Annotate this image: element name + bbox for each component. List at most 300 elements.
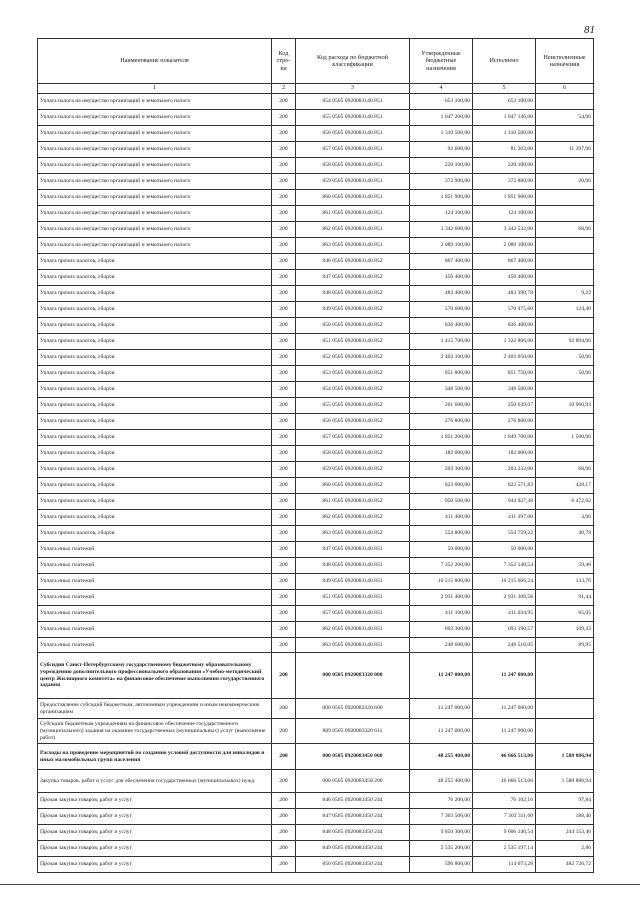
row-unexecuted: 244 153,46 (536, 825, 594, 841)
row-unexecuted: 1 588 886,94 (536, 770, 594, 793)
row-line-code: 200 (272, 157, 296, 173)
table-row (38, 141, 594, 157)
row-approved: 248 600,00 (410, 637, 473, 653)
table-row (38, 525, 594, 541)
row-line-code: 200 (272, 221, 296, 237)
row-expense-code: 847 0505 0920083450 244 (296, 809, 410, 825)
row-unexecuted: 6 472,62 (536, 493, 594, 509)
header-unexecuted: Неисполненные назначения (536, 39, 594, 84)
row-unexecuted: 92 894,00 (536, 333, 594, 349)
table-row (38, 493, 594, 509)
row-line-code: 200 (272, 413, 296, 429)
row-approved: 1 310 500,00 (410, 125, 473, 141)
row-line-code: 200 (272, 237, 296, 253)
row-approved: 2 403 100,00 (410, 349, 473, 365)
table-row (38, 349, 594, 365)
row-executed: 570 475,60 (473, 301, 536, 317)
row-unexecuted: 54,00 (536, 109, 594, 125)
row-approved: 348 500,00 (410, 381, 473, 397)
row-executed: 411 397,00 (473, 509, 536, 525)
row-expense-code: 863 0505 0920083140 852 (296, 525, 410, 541)
row-expense-code: 852 0505 0920083140 852 (296, 349, 410, 365)
row-expense-code: 857 0505 0920083140 853 (296, 605, 410, 621)
table-row (38, 621, 594, 637)
row-approved: 48 255 400,00 (410, 744, 473, 770)
row-executed: 3 342 532,00 (473, 221, 536, 237)
row-line-code: 200 (272, 509, 296, 525)
bottom-rule (0, 884, 640, 885)
row-expense-code: 850 0505 0920083450 244 (296, 857, 410, 873)
row-unexecuted: 9,22 (536, 285, 594, 301)
table-row (38, 719, 594, 744)
row-executed: 220 100,00 (473, 157, 536, 173)
row-executed: 1 322 806,00 (473, 333, 536, 349)
header-indicator-name: Наименование показателя (38, 39, 272, 84)
row-expense-code: 862 0505 0920083140 851 (296, 221, 410, 237)
row-executed: 11 247 000,00 (473, 653, 536, 699)
row-line-code: 200 (272, 589, 296, 605)
row-unexecuted (536, 189, 594, 205)
row-line-code: 200 (272, 541, 296, 557)
row-expense-code: 848 0505 0920083140 852 (296, 285, 410, 301)
row-approved: 596 800,00 (410, 857, 473, 873)
row-name: Уплата прочих налогов, сборов (38, 509, 272, 525)
row-approved: 203 300,00 (410, 461, 473, 477)
row-unexecuted (536, 125, 594, 141)
row-line-code: 200 (272, 349, 296, 365)
row-name: Уплата иных платежей (38, 557, 272, 573)
row-approved: 48 255 400,00 (410, 770, 473, 793)
row-executed: 822 571,83 (473, 477, 536, 493)
row-line-code: 200 (272, 637, 296, 653)
row-line-code: 200 (272, 525, 296, 541)
row-executed: 46 666 513,06 (473, 744, 536, 770)
row-expense-code: 860 0505 0920083140 851 (296, 189, 410, 205)
row-name: Уплата прочих налогов, сборов (38, 317, 272, 333)
row-name: Уплата налога на имущество организаций и земельного налога (38, 141, 272, 157)
row-line-code: 200 (272, 573, 296, 589)
row-approved: 7 303 500,00 (410, 809, 473, 825)
table-row (38, 397, 594, 413)
row-name: Субсидии Санкт-Петербургскому государственному бюджетному образовательному учреждению дополнительного профессионального образования «Учебно-методический центр Жилищного комитета» на финансовое обеспечение выполнения государственного задания (38, 653, 272, 699)
row-name: Уплата прочих налогов, сборов (38, 397, 272, 413)
row-unexecuted (536, 157, 594, 173)
row-line-code: 200 (272, 445, 296, 461)
row-name: Уплата прочих налогов, сборов (38, 333, 272, 349)
row-unexecuted: 20,00 (536, 173, 594, 189)
table-row (38, 770, 594, 793)
row-name: Уплата прочих налогов, сборов (38, 349, 272, 365)
row-unexecuted: 59,46 (536, 557, 594, 573)
row-line-code: 200 (272, 699, 296, 719)
table-row (38, 605, 594, 621)
row-executed: 851 750,00 (473, 365, 536, 381)
table-row (38, 461, 594, 477)
row-line-code: 200 (272, 841, 296, 857)
row-expense-code: 849 0505 0920083450 244 (296, 841, 410, 857)
column-number-row (38, 84, 594, 94)
row-expense-code: 859 0505 0920083140 852 (296, 461, 410, 477)
row-executed: 944 027,38 (473, 493, 536, 509)
table-row (38, 317, 594, 333)
row-unexecuted (536, 699, 594, 719)
row-expense-code: 000 0505 0920083450 200 (296, 770, 410, 793)
row-expense-code: 856 0505 0920083140 851 (296, 125, 410, 141)
row-approved: 124 100,00 (410, 205, 473, 221)
row-executed: 693 190,57 (473, 621, 536, 637)
row-expense-code: 855 0505 0920083140 852 (296, 397, 410, 413)
table-row (38, 301, 594, 317)
row-approved: 9 850 300,00 (410, 825, 473, 841)
row-approved: 1 415 700,00 (410, 333, 473, 349)
row-name: Уплата прочих налогов, сборов (38, 429, 272, 445)
row-executed: 2 403 050,00 (473, 349, 536, 365)
row-unexecuted: 11 397,00 (536, 141, 594, 157)
row-name: Прочая закупка товаров, работ и услуг (38, 809, 272, 825)
row-expense-code: 849 0505 0920083140 853 (296, 573, 410, 589)
row-approved: 693 300,00 (410, 621, 473, 637)
row-name: Уплата прочих налогов, сборов (38, 493, 272, 509)
row-unexecuted: 50,00 (536, 365, 594, 381)
row-line-code: 200 (272, 269, 296, 285)
row-unexecuted: 91,44 (536, 589, 594, 605)
table-row (38, 173, 594, 189)
row-name: Уплата прочих налогов, сборов (38, 413, 272, 429)
row-executed: 182 000,00 (473, 445, 536, 461)
row-expense-code: 849 0505 0920083140 852 (296, 301, 410, 317)
row-expense-code: 848 0505 0920083450 244 (296, 825, 410, 841)
row-name: Уплата налога на имущество организаций и земельного налога (38, 94, 272, 110)
row-line-code: 200 (272, 793, 296, 809)
row-line-code: 200 (272, 653, 296, 699)
row-unexecuted (536, 541, 594, 557)
row-name: Уплата иных платежей (38, 621, 272, 637)
row-approved: 3 342 600,00 (410, 221, 473, 237)
row-name: Уплата налога на имущество организаций и земельного налога (38, 173, 272, 189)
column-number: 4 (410, 84, 473, 94)
row-executed: 114 073,28 (473, 857, 536, 873)
table-row (38, 381, 594, 397)
row-line-code: 200 (272, 719, 296, 744)
table-row (38, 573, 594, 589)
row-executed: 554 759,22 (473, 525, 536, 541)
row-executed: 653 100,00 (473, 94, 536, 110)
row-executed: 50 000,00 (473, 541, 536, 557)
table-row (38, 157, 594, 173)
row-unexecuted: 65,05 (536, 605, 594, 621)
row-expense-code: 858 0505 0920083140 852 (296, 445, 410, 461)
row-line-code: 200 (272, 857, 296, 873)
table-row (38, 413, 594, 429)
row-unexecuted (536, 381, 594, 397)
row-approved: 456 400,00 (410, 269, 473, 285)
row-unexecuted: 124,40 (536, 301, 594, 317)
table-row (38, 237, 594, 253)
row-approved: 2 535 200,00 (410, 841, 473, 857)
row-executed: 1 047 146,00 (473, 109, 536, 125)
budget-execution-table (37, 38, 594, 873)
row-expense-code: 857 0505 0920083140 852 (296, 429, 410, 445)
row-name: Расходы на проведение мероприятий по созданию условий доступности для инвалидов и иных маломобильных групп населения (38, 744, 272, 770)
row-expense-code: 851 0505 0920083140 852 (296, 333, 410, 349)
row-name: Прочая закупка товаров, работ и услуг (38, 825, 272, 841)
row-line-code: 200 (272, 365, 296, 381)
row-line-code: 200 (272, 477, 296, 493)
row-expense-code: 861 0505 0920083140 852 (296, 493, 410, 509)
row-name: Субсидии бюджетным учреждениям на финансовое обеспечение государственного (муниципального) задания на оказание государственных (муниципальных) услуг (выполнение работ) (38, 719, 272, 744)
row-line-code: 200 (272, 109, 296, 125)
row-executed: 1 851 900,00 (473, 189, 536, 205)
row-name: Уплата налога на имущество организаций и земельного налога (38, 109, 272, 125)
table-row (38, 699, 594, 719)
row-name: Уплата прочих налогов, сборов (38, 365, 272, 381)
row-unexecuted (536, 445, 594, 461)
row-name: Уплата прочих налогов, сборов (38, 445, 272, 461)
row-approved: 2 931 400,00 (410, 589, 473, 605)
row-executed: 248 510,05 (473, 637, 536, 653)
row-name: Уплата иных платежей (38, 541, 272, 557)
row-approved: 50 000,00 (410, 541, 473, 557)
row-approved: 2 089 100,00 (410, 237, 473, 253)
column-number: 1 (38, 84, 272, 94)
row-name: Уплата иных платежей (38, 589, 272, 605)
row-line-code: 200 (272, 173, 296, 189)
row-approved: 1 851 900,00 (410, 189, 473, 205)
row-executed: 7 352 140,54 (473, 557, 536, 573)
row-approved: 220 100,00 (410, 157, 473, 173)
row-expense-code: 862 0505 0920083140 853 (296, 621, 410, 637)
row-unexecuted: 89,95 (536, 637, 594, 653)
row-expense-code: 863 0505 0920083140 851 (296, 237, 410, 253)
row-approved: 182 000,00 (410, 445, 473, 461)
row-approved: 76 200,00 (410, 793, 473, 809)
row-line-code: 200 (272, 285, 296, 301)
row-line-code: 200 (272, 189, 296, 205)
table-row (38, 125, 594, 141)
row-expense-code: 809 0505 0920083320 611 (296, 719, 410, 744)
table-body (38, 94, 594, 873)
row-line-code: 200 (272, 493, 296, 509)
row-unexecuted (536, 317, 594, 333)
row-expense-code: 850 0505 0920083140 852 (296, 317, 410, 333)
row-line-code: 200 (272, 381, 296, 397)
table-row (38, 557, 594, 573)
row-expense-code: 847 0505 0920083140 852 (296, 269, 410, 285)
row-expense-code: 858 0505 0920083140 851 (296, 157, 410, 173)
row-executed: 124 100,00 (473, 205, 536, 221)
row-name: Уплата прочих налогов, сборов (38, 477, 272, 493)
row-line-code: 200 (272, 317, 296, 333)
row-expense-code: 861 0505 0920083140 851 (296, 205, 410, 221)
row-expense-code: 860 0505 0920083140 852 (296, 477, 410, 493)
row-approved: 7 352 200,00 (410, 557, 473, 573)
table-row (38, 637, 594, 653)
row-executed: 1 310 500,00 (473, 125, 536, 141)
row-expense-code: 863 0505 0920083140 853 (296, 637, 410, 653)
row-name: Уплата налога на имущество организаций и земельного налога (38, 205, 272, 221)
row-approved: 1 851 200,00 (410, 429, 473, 445)
row-name: Закупка товаров, работ и услуг для обеспечения государственных (муниципальных) нужд (38, 770, 272, 793)
header-executed: Исполнено (473, 39, 536, 84)
row-expense-code: 000 0505 0920083450 000 (296, 744, 410, 770)
row-approved: 554 800,00 (410, 525, 473, 541)
table-row (38, 285, 594, 301)
row-line-code: 200 (272, 461, 296, 477)
row-line-code: 200 (272, 429, 296, 445)
table-row (38, 744, 594, 770)
row-unexecuted (536, 253, 594, 269)
row-approved: 11 247 000,00 (410, 719, 473, 744)
row-executed: 11 247 000,00 (473, 719, 536, 744)
row-expense-code: 000 0505 0920083320 000 (296, 653, 410, 699)
row-approved: 483 400,00 (410, 285, 473, 301)
row-executed: 46 666 513,06 (473, 770, 536, 793)
row-line-code: 200 (272, 301, 296, 317)
row-approved: 411 100,00 (410, 605, 473, 621)
row-executed: 2 535 197,14 (473, 841, 536, 857)
row-approved: 372 900,00 (410, 173, 473, 189)
row-approved: 950 500,00 (410, 493, 473, 509)
row-line-code: 200 (272, 770, 296, 793)
row-line-code: 200 (272, 744, 296, 770)
row-unexecuted (536, 653, 594, 699)
row-unexecuted: 2,86 (536, 841, 594, 857)
row-name: Уплата прочих налогов, сборов (38, 461, 272, 477)
row-executed: 836 400,00 (473, 317, 536, 333)
row-expense-code: 854 0505 0920083140 851 (296, 94, 410, 110)
row-approved: 92 600,00 (410, 141, 473, 157)
row-unexecuted: 50,00 (536, 349, 594, 365)
row-expense-code: 847 0505 0920083140 853 (296, 541, 410, 557)
row-expense-code: 853 0505 0920083140 852 (296, 365, 410, 381)
row-approved: 823 000,00 (410, 477, 473, 493)
row-executed: 10 215 666,24 (473, 573, 536, 589)
column-number: 3 (296, 84, 410, 94)
row-unexecuted (536, 205, 594, 221)
row-approved: 836 400,00 (410, 317, 473, 333)
table-row (38, 221, 594, 237)
row-executed: 411 034,95 (473, 605, 536, 621)
row-name: Уплата налога на имущество организаций и земельного налога (38, 221, 272, 237)
table-row (38, 809, 594, 825)
row-approved: 10 215 800,00 (410, 573, 473, 589)
row-unexecuted: 10 960,93 (536, 397, 594, 413)
row-unexecuted: 133,76 (536, 573, 594, 589)
row-approved: 867 400,00 (410, 253, 473, 269)
row-approved: 411 400,00 (410, 509, 473, 525)
table-row (38, 825, 594, 841)
row-executed: 81 203,00 (473, 141, 536, 157)
row-name: Уплата иных платежей (38, 573, 272, 589)
row-executed: 11 247 000,00 (473, 699, 536, 719)
row-unexecuted (536, 237, 594, 253)
row-executed: 1 849 700,00 (473, 429, 536, 445)
row-executed: 483 390,78 (473, 285, 536, 301)
row-unexecuted (536, 719, 594, 744)
table-row (38, 841, 594, 857)
row-name: Уплата прочих налогов, сборов (38, 285, 272, 301)
row-name: Предоставление субсидий бюджетным, автономным учреждениям и иным некоммерческим организациям (38, 699, 272, 719)
table-row (38, 509, 594, 525)
row-name: Уплата налога на имущество организаций и земельного налога (38, 237, 272, 253)
row-unexecuted: 109,43 (536, 621, 594, 637)
row-line-code: 200 (272, 333, 296, 349)
header-row (38, 39, 594, 84)
row-expense-code: 846 0505 0920083140 852 (296, 253, 410, 269)
column-number: 2 (272, 84, 296, 94)
row-expense-code: 848 0505 0920083140 853 (296, 557, 410, 573)
table-row (38, 205, 594, 221)
row-line-code: 200 (272, 621, 296, 637)
row-executed: 372 880,00 (473, 173, 536, 189)
row-approved: 276 800,00 (410, 413, 473, 429)
page-number: 81 (584, 24, 595, 36)
row-unexecuted: 1 500,00 (536, 429, 594, 445)
row-name: Уплата налога на имущество организаций и земельного налога (38, 157, 272, 173)
row-line-code: 200 (272, 205, 296, 221)
row-name: Уплата прочих налогов, сборов (38, 381, 272, 397)
row-executed: 2 089 100,00 (473, 237, 536, 253)
row-name: Прочая закупка товаров, работ и услуг (38, 857, 272, 873)
row-name: Уплата налога на имущество организаций и земельного налога (38, 189, 272, 205)
row-unexecuted: 3,00 (536, 509, 594, 525)
row-unexecuted: 68,00 (536, 221, 594, 237)
row-expense-code: 862 0505 0920083140 852 (296, 509, 410, 525)
table-row (38, 333, 594, 349)
row-unexecuted: 68,00 (536, 461, 594, 477)
row-name: Уплата прочих налогов, сборов (38, 253, 272, 269)
row-line-code: 200 (272, 397, 296, 413)
row-expense-code: 859 0505 0920083140 851 (296, 173, 410, 189)
table-row (38, 541, 594, 557)
row-expense-code: 846 0505 0920083450 244 (296, 793, 410, 809)
row-unexecuted: 40,78 (536, 525, 594, 541)
row-approved: 1 047 200,00 (410, 109, 473, 125)
table-row (38, 429, 594, 445)
row-unexecuted: 188,40 (536, 809, 594, 825)
row-unexecuted (536, 269, 594, 285)
row-name: Уплата иных платежей (38, 605, 272, 621)
table-row (38, 653, 594, 699)
row-name: Прочая закупка товаров, работ и услуг (38, 841, 272, 857)
row-unexecuted: 482 726,72 (536, 857, 594, 873)
row-unexecuted: 428,17 (536, 477, 594, 493)
row-executed: 76 102,16 (473, 793, 536, 809)
row-executed: 7 303 311,60 (473, 809, 536, 825)
row-executed: 456 400,00 (473, 269, 536, 285)
row-name: Уплата налога на имущество организаций и земельного налога (38, 125, 272, 141)
row-name: Уплата иных платежей (38, 637, 272, 653)
table-row (38, 365, 594, 381)
row-line-code: 200 (272, 825, 296, 841)
row-executed: 203 232,00 (473, 461, 536, 477)
table-row (38, 477, 594, 493)
header-line-code: Код стро-ки (272, 39, 296, 84)
column-number: 6 (536, 84, 594, 94)
row-approved: 653 100,00 (410, 94, 473, 110)
row-unexecuted (536, 94, 594, 110)
row-executed: 867 400,00 (473, 253, 536, 269)
row-line-code: 200 (272, 605, 296, 621)
row-approved: 11 247 000,00 (410, 653, 473, 699)
row-approved: 851 800,00 (410, 365, 473, 381)
column-number: 5 (473, 84, 536, 94)
row-expense-code: 000 0505 0920083320 600 (296, 699, 410, 719)
row-line-code: 200 (272, 141, 296, 157)
row-approved: 261 600,00 (410, 397, 473, 413)
table-row (38, 857, 594, 873)
row-line-code: 200 (272, 253, 296, 269)
